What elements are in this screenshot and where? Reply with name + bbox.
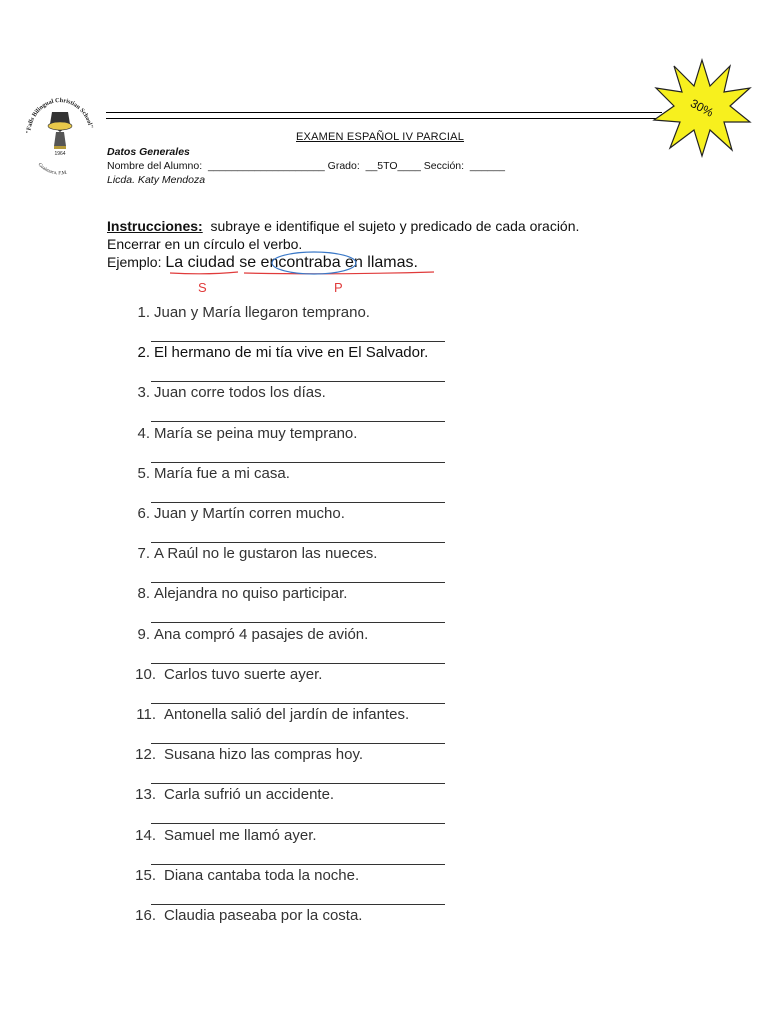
exercise-item: [100, 304, 620, 321]
answer-line[interactable]: [151, 582, 445, 583]
exercise-item: [100, 585, 620, 602]
answer-line[interactable]: [151, 904, 445, 905]
answer-line[interactable]: [151, 783, 445, 784]
example-label: Ejemplo:: [107, 254, 166, 270]
exercise-sentence: Samuel me llamó ayer.: [164, 827, 317, 844]
predicate-mark: P: [334, 280, 343, 295]
exercise-sentence: Claudia paseaba por la costa.: [164, 907, 363, 924]
answer-line[interactable]: [151, 542, 445, 543]
header-rule-top: [106, 112, 662, 113]
exercise-sentence: Diana cantaba toda la noche.: [164, 867, 360, 884]
example-sentence: La ciudad se encontraba en llamas.: [165, 254, 418, 271]
verb-circle: [272, 252, 356, 274]
answer-line[interactable]: [151, 663, 445, 664]
exercise-number: 12.: [135, 746, 156, 763]
exercise-item: [100, 786, 620, 803]
answer-line[interactable]: [151, 864, 445, 865]
svg-text:Guaimaca, F.M.: [37, 162, 68, 176]
exercise-sentence: El hermano de mi tía vive en El Salvador.: [154, 344, 429, 361]
percent-badge: [652, 58, 752, 158]
logo-text: "Falls Bilingual Christian School": [25, 96, 95, 135]
instructions-line-2: Encerrar en un círculo el verbo.: [107, 236, 303, 252]
exercise-sentence: Antonella salió del jardín de infantes.: [164, 706, 410, 723]
answer-line[interactable]: [151, 341, 445, 342]
exercise-sentence: Juan corre todos los días.: [154, 384, 326, 401]
exercise-sentence: Juan y Martín corren mucho.: [154, 505, 345, 522]
exercise-number: 10.: [135, 666, 156, 683]
exercise-number: 5.: [137, 465, 150, 482]
subject-underline: [170, 272, 238, 274]
exercise-number: 1.: [137, 304, 150, 321]
exercise-sentence: A Raúl no le gustaron las nueces.: [154, 545, 378, 562]
instructions-label: Instrucciones:: [107, 218, 203, 234]
exercise-sentence: María fue a mi casa.: [154, 465, 290, 482]
logo-year: 1964: [54, 151, 66, 157]
exercise-item: [100, 344, 620, 361]
answer-line[interactable]: [151, 462, 445, 463]
exercise-sentence: Juan y María llegaron temprano.: [154, 304, 370, 321]
exercise-number: 13.: [135, 786, 156, 803]
answer-line[interactable]: [151, 502, 445, 503]
exercise-number: 11.: [136, 706, 156, 723]
answer-line[interactable]: [151, 743, 445, 744]
logo-city: Guaimaca, F.M.: [36, 162, 68, 177]
answer-line[interactable]: [151, 703, 445, 704]
answer-line[interactable]: [151, 421, 445, 422]
student-info-line: Nombre del Alumno: ____________________ Grado: __5TO____ Sección: ______: [107, 160, 505, 172]
exercise-sentence: Alejandra no quiso participar.: [154, 585, 348, 602]
exercise-item: [100, 746, 620, 763]
exercise-item: [100, 545, 620, 562]
exercise-item: [100, 626, 620, 643]
exercise-item: [100, 867, 620, 884]
exercise-number: 4.: [137, 425, 150, 442]
answer-line[interactable]: [151, 381, 445, 382]
example-annotations: [168, 252, 448, 296]
answer-line[interactable]: [151, 823, 445, 824]
exercise-sentence: María se peina muy temprano.: [154, 425, 358, 442]
exercise-item: [100, 666, 620, 683]
exercise-sentence: Carla sufrió un accidente.: [164, 786, 335, 803]
exercise-number: 14.: [135, 827, 156, 844]
header-rule-bottom: [106, 118, 662, 119]
exercise-number: 6.: [137, 505, 150, 522]
exercise-sentence: Susana hizo las compras hoy.: [164, 746, 363, 763]
exercise-number: 9.: [137, 626, 150, 643]
exercise-number: 3.: [137, 384, 150, 401]
exercise-number: 2.: [137, 344, 150, 361]
exercise-item: [100, 425, 620, 442]
datos-generales-heading: Datos Generales: [107, 146, 190, 158]
exercise-item: [100, 907, 620, 924]
exercise-sentence: Carlos tuvo suerte ayer.: [164, 666, 323, 683]
instructions-line-1: [107, 218, 579, 234]
exercise-sentence: Ana compró 4 pasajes de avión.: [154, 626, 369, 643]
subject-mark: S: [198, 280, 207, 295]
exercise-number: 7.: [137, 545, 150, 562]
exercise-item: [100, 505, 620, 522]
school-logo: [20, 88, 100, 184]
instructions-text: subraye e identifique el sujeto y predicado de cada oración.: [202, 218, 580, 234]
exercise-item: [100, 384, 620, 401]
exercise-item: [100, 827, 620, 844]
exam-title: EXAMEN ESPAÑOL IV PARCIAL: [296, 131, 465, 143]
exercise-number: 15.: [135, 867, 156, 884]
teacher-name: Licda. Katy Mendoza: [107, 174, 206, 186]
percent-badge-text: 30%: [688, 96, 716, 120]
exercise-item: [100, 706, 620, 723]
exercise-number: 16.: [135, 907, 156, 924]
answer-line[interactable]: [151, 622, 445, 623]
exercise-item: [100, 465, 620, 482]
exercise-number: 8.: [137, 585, 150, 602]
